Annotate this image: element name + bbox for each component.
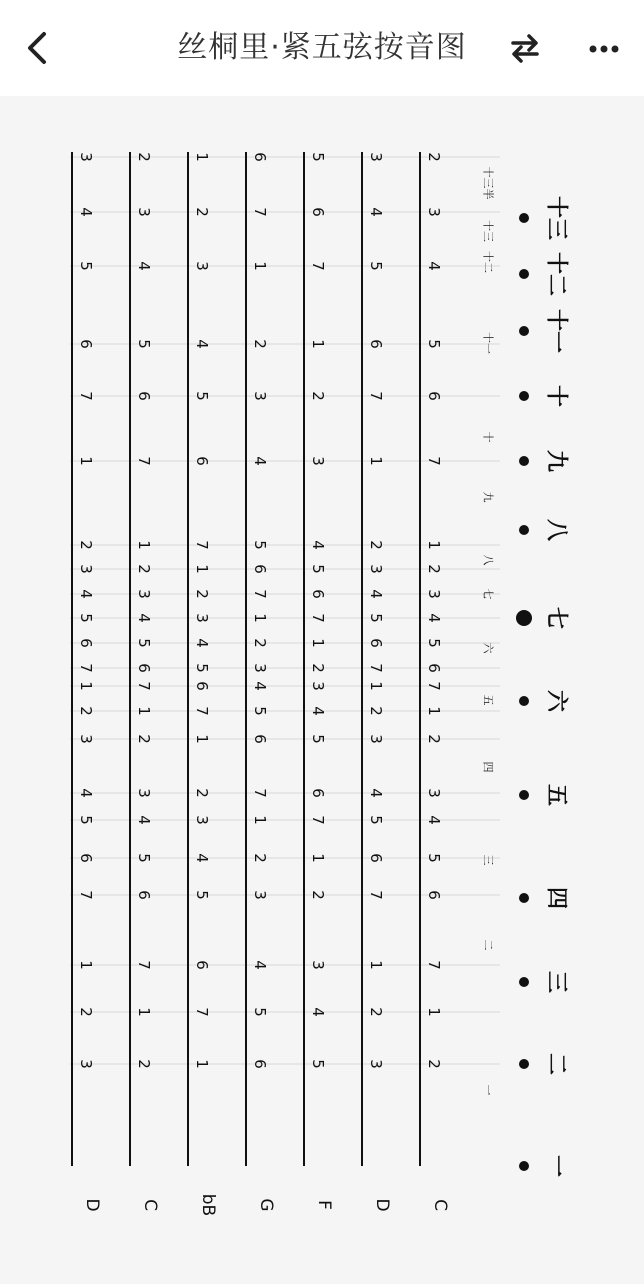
note-label: 7 (251, 589, 269, 599)
hui-markers (516, 196, 569, 1177)
note-label: 1 (77, 960, 95, 970)
note-label: 6 (367, 339, 385, 349)
note-label: 6 (425, 391, 443, 401)
hui-dot (519, 213, 529, 223)
note-label: 5 (135, 638, 153, 648)
note-label: 4 (367, 788, 385, 798)
swap-arrows-icon (505, 28, 545, 68)
note-label: 3 (367, 734, 385, 744)
note-label: 5 (251, 540, 269, 550)
note-label: 4 (367, 207, 385, 217)
note-label: 5 (251, 706, 269, 716)
note-label: 5 (193, 663, 211, 673)
note-label: 4 (425, 613, 443, 623)
note-label: 2 (251, 638, 269, 648)
note-label: 7 (251, 788, 269, 798)
note-label: 1 (135, 706, 153, 716)
note-label: 7 (425, 681, 443, 691)
hui-dot (519, 696, 529, 706)
note-label: 1 (251, 613, 269, 623)
hui-fen-label: 二 (481, 939, 495, 951)
note-label: 3 (309, 456, 327, 466)
note-label: 2 (77, 540, 95, 550)
hui-dot (519, 893, 529, 903)
hui-dot (519, 790, 529, 800)
note-label: 2 (251, 339, 269, 349)
note-label: 4 (367, 589, 385, 599)
note-label: 6 (193, 456, 211, 466)
note-label: 7 (309, 261, 327, 271)
note-label: 7 (77, 890, 95, 900)
hui-dot (516, 610, 532, 626)
note-label: 3 (77, 734, 95, 744)
note-label: 1 (425, 1007, 443, 1017)
string-key-label: bB (198, 1193, 218, 1217)
note-label: 1 (309, 853, 327, 863)
note-label: 4 (309, 1007, 327, 1017)
note-label: 4 (425, 261, 443, 271)
note-label: 7 (135, 960, 153, 970)
note-label: 7 (425, 960, 443, 970)
hui-fen-label: 十 (481, 431, 495, 443)
hui-label: 十三 (543, 195, 569, 241)
note-label: 3 (193, 261, 211, 271)
hui-fen-label: 八 (481, 554, 495, 566)
note-label: 5 (367, 815, 385, 825)
note-label: 5 (193, 391, 211, 401)
note-label: 2 (77, 706, 95, 716)
note-label: 5 (425, 638, 443, 648)
note-label: 1 (425, 540, 443, 550)
note-label: 1 (135, 540, 153, 550)
note-label: 6 (251, 564, 269, 574)
note-label: 5 (77, 613, 95, 623)
note-label: 7 (309, 613, 327, 623)
note-label: 6 (425, 663, 443, 673)
string-key-label: G (256, 1198, 276, 1212)
back-button[interactable] (18, 28, 58, 68)
note-label: 6 (425, 890, 443, 900)
note-label: 6 (309, 788, 327, 798)
note-label: 5 (309, 152, 327, 162)
hui-label: 三 (543, 970, 569, 994)
note-label: 7 (193, 706, 211, 716)
note-label: 6 (77, 339, 95, 349)
note-label: 5 (77, 815, 95, 825)
note-label: 1 (193, 152, 211, 162)
note-label: 6 (135, 890, 153, 900)
swap-button[interactable] (505, 28, 545, 68)
note-label: 3 (425, 207, 443, 217)
note-label: 4 (135, 613, 153, 623)
fingering-chart-svg (0, 96, 644, 1280)
note-label: 2 (309, 663, 327, 673)
note-label: 4 (135, 815, 153, 825)
note-label: 4 (309, 706, 327, 716)
note-label: 1 (309, 638, 327, 648)
note-label: 1 (309, 339, 327, 349)
note-label: 5 (309, 1059, 327, 1069)
hui-label: 十一 (543, 308, 569, 354)
string-key-label: D (82, 1198, 102, 1212)
hui-label: 八 (543, 518, 569, 542)
note-label: 3 (309, 960, 327, 970)
hui-fen-label: 十一 (481, 332, 495, 354)
chevron-left-icon (18, 28, 58, 68)
note-label: 1 (367, 960, 385, 970)
note-label: 5 (425, 339, 443, 349)
note-label: 2 (135, 564, 153, 574)
note-label: 4 (193, 853, 211, 863)
hui-fen-labels (482, 167, 496, 1096)
hui-fen-label: 七 (481, 588, 495, 600)
note-label: 2 (425, 1059, 443, 1069)
hui-label: 六 (543, 689, 569, 713)
note-label: 7 (193, 1007, 211, 1017)
note-label: 6 (135, 391, 153, 401)
fingering-chart (0, 96, 644, 1280)
note-label: 5 (193, 890, 211, 900)
note-label: 3 (77, 564, 95, 574)
note-label: 3 (77, 1059, 95, 1069)
note-label: 1 (193, 734, 211, 744)
string-key-label: C (140, 1199, 160, 1211)
note-label: 4 (193, 339, 211, 349)
note-label: 2 (367, 706, 385, 716)
note-label: 2 (425, 152, 443, 162)
note-label: 5 (309, 734, 327, 744)
note-label: 3 (367, 152, 385, 162)
string-key-label: F (314, 1200, 334, 1210)
hui-label: 二 (543, 1052, 569, 1076)
hui-fen-label: 一 (481, 1084, 495, 1096)
note-label: 2 (193, 589, 211, 599)
note-label: 6 (251, 1059, 269, 1069)
note-label: 1 (251, 261, 269, 271)
grid-lines (70, 157, 500, 1064)
hui-dot (519, 525, 529, 535)
note-labels (77, 152, 443, 1069)
note-label: 1 (367, 456, 385, 466)
note-label: 3 (251, 663, 269, 673)
note-label: 3 (251, 391, 269, 401)
note-label: 3 (135, 207, 153, 217)
hui-dot (519, 1059, 529, 1069)
hui-label: 九 (543, 449, 569, 473)
note-label: 6 (367, 638, 385, 648)
hui-dot (519, 269, 529, 279)
note-label: 3 (193, 613, 211, 623)
note-label: 2 (135, 734, 153, 744)
note-label: 1 (135, 1007, 153, 1017)
string-key-label: C (430, 1199, 450, 1211)
note-label: 2 (309, 890, 327, 900)
note-label: 2 (367, 540, 385, 550)
hui-dot (519, 977, 529, 987)
note-label: 2 (77, 1007, 95, 1017)
note-label: 5 (425, 853, 443, 863)
note-label: 7 (425, 456, 443, 466)
note-label: 3 (135, 589, 153, 599)
hui-dot (519, 326, 529, 336)
note-label: 4 (77, 589, 95, 599)
hui-dot (519, 391, 529, 401)
note-label: 4 (309, 540, 327, 550)
hui-fen-label: 四 (481, 761, 495, 773)
note-label: 1 (251, 815, 269, 825)
hui-label: 十 (543, 384, 569, 408)
note-label: 7 (193, 540, 211, 550)
note-label: 7 (77, 663, 95, 673)
note-label: 3 (193, 815, 211, 825)
note-label: 7 (135, 456, 153, 466)
more-dots-icon (584, 28, 624, 68)
note-label: 7 (135, 681, 153, 691)
note-label: 7 (367, 890, 385, 900)
hui-dot (519, 456, 529, 466)
hui-fen-label: 九 (481, 491, 495, 503)
note-label: 5 (135, 339, 153, 349)
hui-dot (519, 1161, 529, 1171)
note-label: 6 (135, 663, 153, 673)
note-label: 4 (425, 815, 443, 825)
note-label: 4 (77, 788, 95, 798)
note-label: 6 (193, 960, 211, 970)
note-label: 4 (251, 960, 269, 970)
note-label: 3 (425, 788, 443, 798)
note-label: 6 (251, 152, 269, 162)
note-label: 5 (309, 564, 327, 574)
note-label: 2 (193, 788, 211, 798)
note-label: 6 (251, 734, 269, 744)
note-label: 2 (425, 734, 443, 744)
note-label: 7 (251, 207, 269, 217)
note-label: 6 (77, 853, 95, 863)
note-label: 2 (251, 853, 269, 863)
note-label: 2 (309, 391, 327, 401)
note-label: 4 (77, 207, 95, 217)
string-key-labels (82, 1194, 450, 1216)
note-label: 3 (367, 1059, 385, 1069)
hui-label: 七 (543, 606, 569, 630)
note-label: 1 (77, 456, 95, 466)
note-label: 6 (193, 681, 211, 691)
hui-fen-label: 十三半 (481, 166, 495, 200)
note-label: 4 (251, 681, 269, 691)
hui-fen-label: 十二 (481, 251, 495, 273)
note-label: 6 (367, 853, 385, 863)
note-label: 6 (309, 207, 327, 217)
page-title: 丝桐里·紧五弦按音图 (177, 30, 467, 65)
note-label: 2 (193, 207, 211, 217)
note-label: 3 (135, 788, 153, 798)
hui-fen-label: 三 (481, 854, 495, 866)
note-label: 2 (425, 564, 443, 574)
note-label: 4 (251, 456, 269, 466)
hui-label: 一 (543, 1154, 569, 1178)
more-options-button[interactable] (584, 28, 624, 68)
note-label: 1 (77, 681, 95, 691)
note-label: 5 (77, 261, 95, 271)
note-label: 7 (367, 663, 385, 673)
note-label: 3 (309, 681, 327, 691)
note-label: 3 (77, 152, 95, 162)
note-label: 2 (135, 1059, 153, 1069)
hui-fen-label: 六 (481, 642, 495, 654)
note-label: 6 (77, 638, 95, 648)
note-label: 3 (251, 890, 269, 900)
note-label: 5 (367, 261, 385, 271)
hui-label: 十二 (543, 251, 569, 297)
note-label: 2 (135, 152, 153, 162)
app-header (0, 0, 644, 96)
note-label: 5 (135, 853, 153, 863)
note-label: 7 (77, 391, 95, 401)
note-label: 5 (251, 1007, 269, 1017)
hui-label: 四 (543, 886, 569, 910)
note-label: 1 (193, 1059, 211, 1069)
hui-fen-label: 五 (481, 694, 495, 706)
note-label: 2 (367, 1007, 385, 1017)
note-label: 3 (425, 589, 443, 599)
note-label: 1 (425, 706, 443, 716)
note-label: 6 (309, 589, 327, 599)
note-label: 1 (193, 564, 211, 574)
note-label: 3 (367, 564, 385, 574)
note-label: 5 (367, 613, 385, 623)
hui-fen-label: 十三 (481, 220, 495, 242)
note-label: 1 (367, 681, 385, 691)
note-label: 4 (193, 638, 211, 648)
note-label: 7 (309, 815, 327, 825)
note-label: 4 (135, 261, 153, 271)
hui-label: 五 (543, 783, 569, 807)
note-label: 7 (367, 391, 385, 401)
string-key-label: D (372, 1198, 392, 1212)
